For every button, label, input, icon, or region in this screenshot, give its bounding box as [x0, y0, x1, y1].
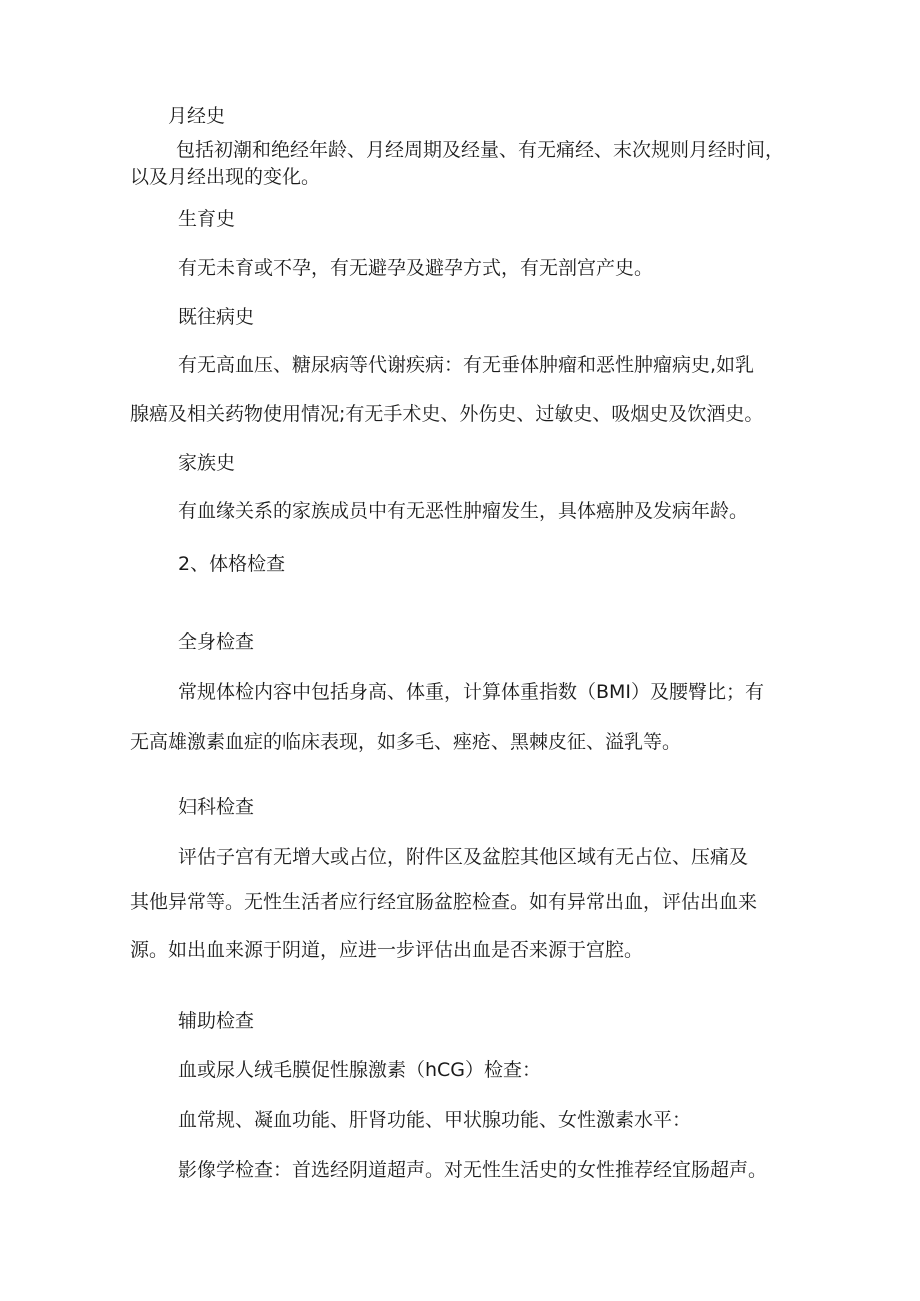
past-history-text-line1: 有无高血压、糖尿病等代谢疾病：有无垂体肿瘤和恶性肿瘤病史,如乳	[178, 354, 755, 376]
general-exam-text-line2: 无高雄激素血症的临床表现，如多毛、痤疮、黑棘皮征、溢乳等。	[130, 731, 682, 753]
fertility-history-heading: 生育史	[178, 208, 236, 230]
auxiliary-exam-item-imaging: 影像学检查：首选经阴道超声。对无性生活史的女性推荐经宜肠超声。	[178, 1159, 768, 1181]
past-history-text-line2: 腺癌及相关药物使用情况;有无手术史、外伤史、过敏史、吸烟史及饮酒史。	[130, 403, 764, 425]
menstrual-history-text-line1: 包括初潮和绝经年龄、月经周期及经量、有无痛经、末次规则月经时间，	[176, 139, 785, 161]
general-exam-heading: 全身检查	[178, 631, 255, 653]
gynecologic-exam-heading: 妇科检查	[178, 796, 255, 818]
physical-exam-heading: 2、体格检查	[178, 553, 286, 575]
gynecologic-exam-text-line3: 源。如出血来源于阴道，应进一步评估出血是否来源于宫腔。	[130, 939, 644, 961]
menstrual-history-heading: 月经史	[168, 105, 226, 127]
gynecologic-exam-text-line2: 其他异常等。无性生活者应行经宜肠盆腔检查。如有异常出血，评估出血来	[130, 891, 758, 913]
general-exam-text-line1: 常规体检内容中包括身高、体重，计算体重指数（BMI）及腰臀比；有	[178, 681, 765, 703]
auxiliary-exam-item-hcg: 血或尿人绒毛膜促性腺激素（hCG）检查：	[178, 1059, 542, 1081]
menstrual-history-text-line2: 以及月经出现的变化。	[130, 166, 321, 188]
auxiliary-exam-heading: 辅助检查	[178, 1010, 255, 1032]
fertility-history-text: 有无未育或不孕，有无避孕及避孕方式，有无剖宫产史。	[178, 257, 654, 279]
family-history-heading: 家族史	[178, 452, 236, 474]
family-history-text: 有血缘关系的家族成员中有无恶性肿瘤发生，具体癌肿及发病年龄。	[178, 500, 749, 522]
gynecologic-exam-text-line1: 评估子宫有无增大或占位，附件区及盆腔其他区域有无占位、压痛及	[178, 846, 749, 868]
past-history-heading: 既往病史	[178, 306, 255, 328]
auxiliary-exam-item-blood: 血常规、凝血功能、肝肾功能、甲状腺功能、女性激素水平：	[178, 1109, 692, 1131]
